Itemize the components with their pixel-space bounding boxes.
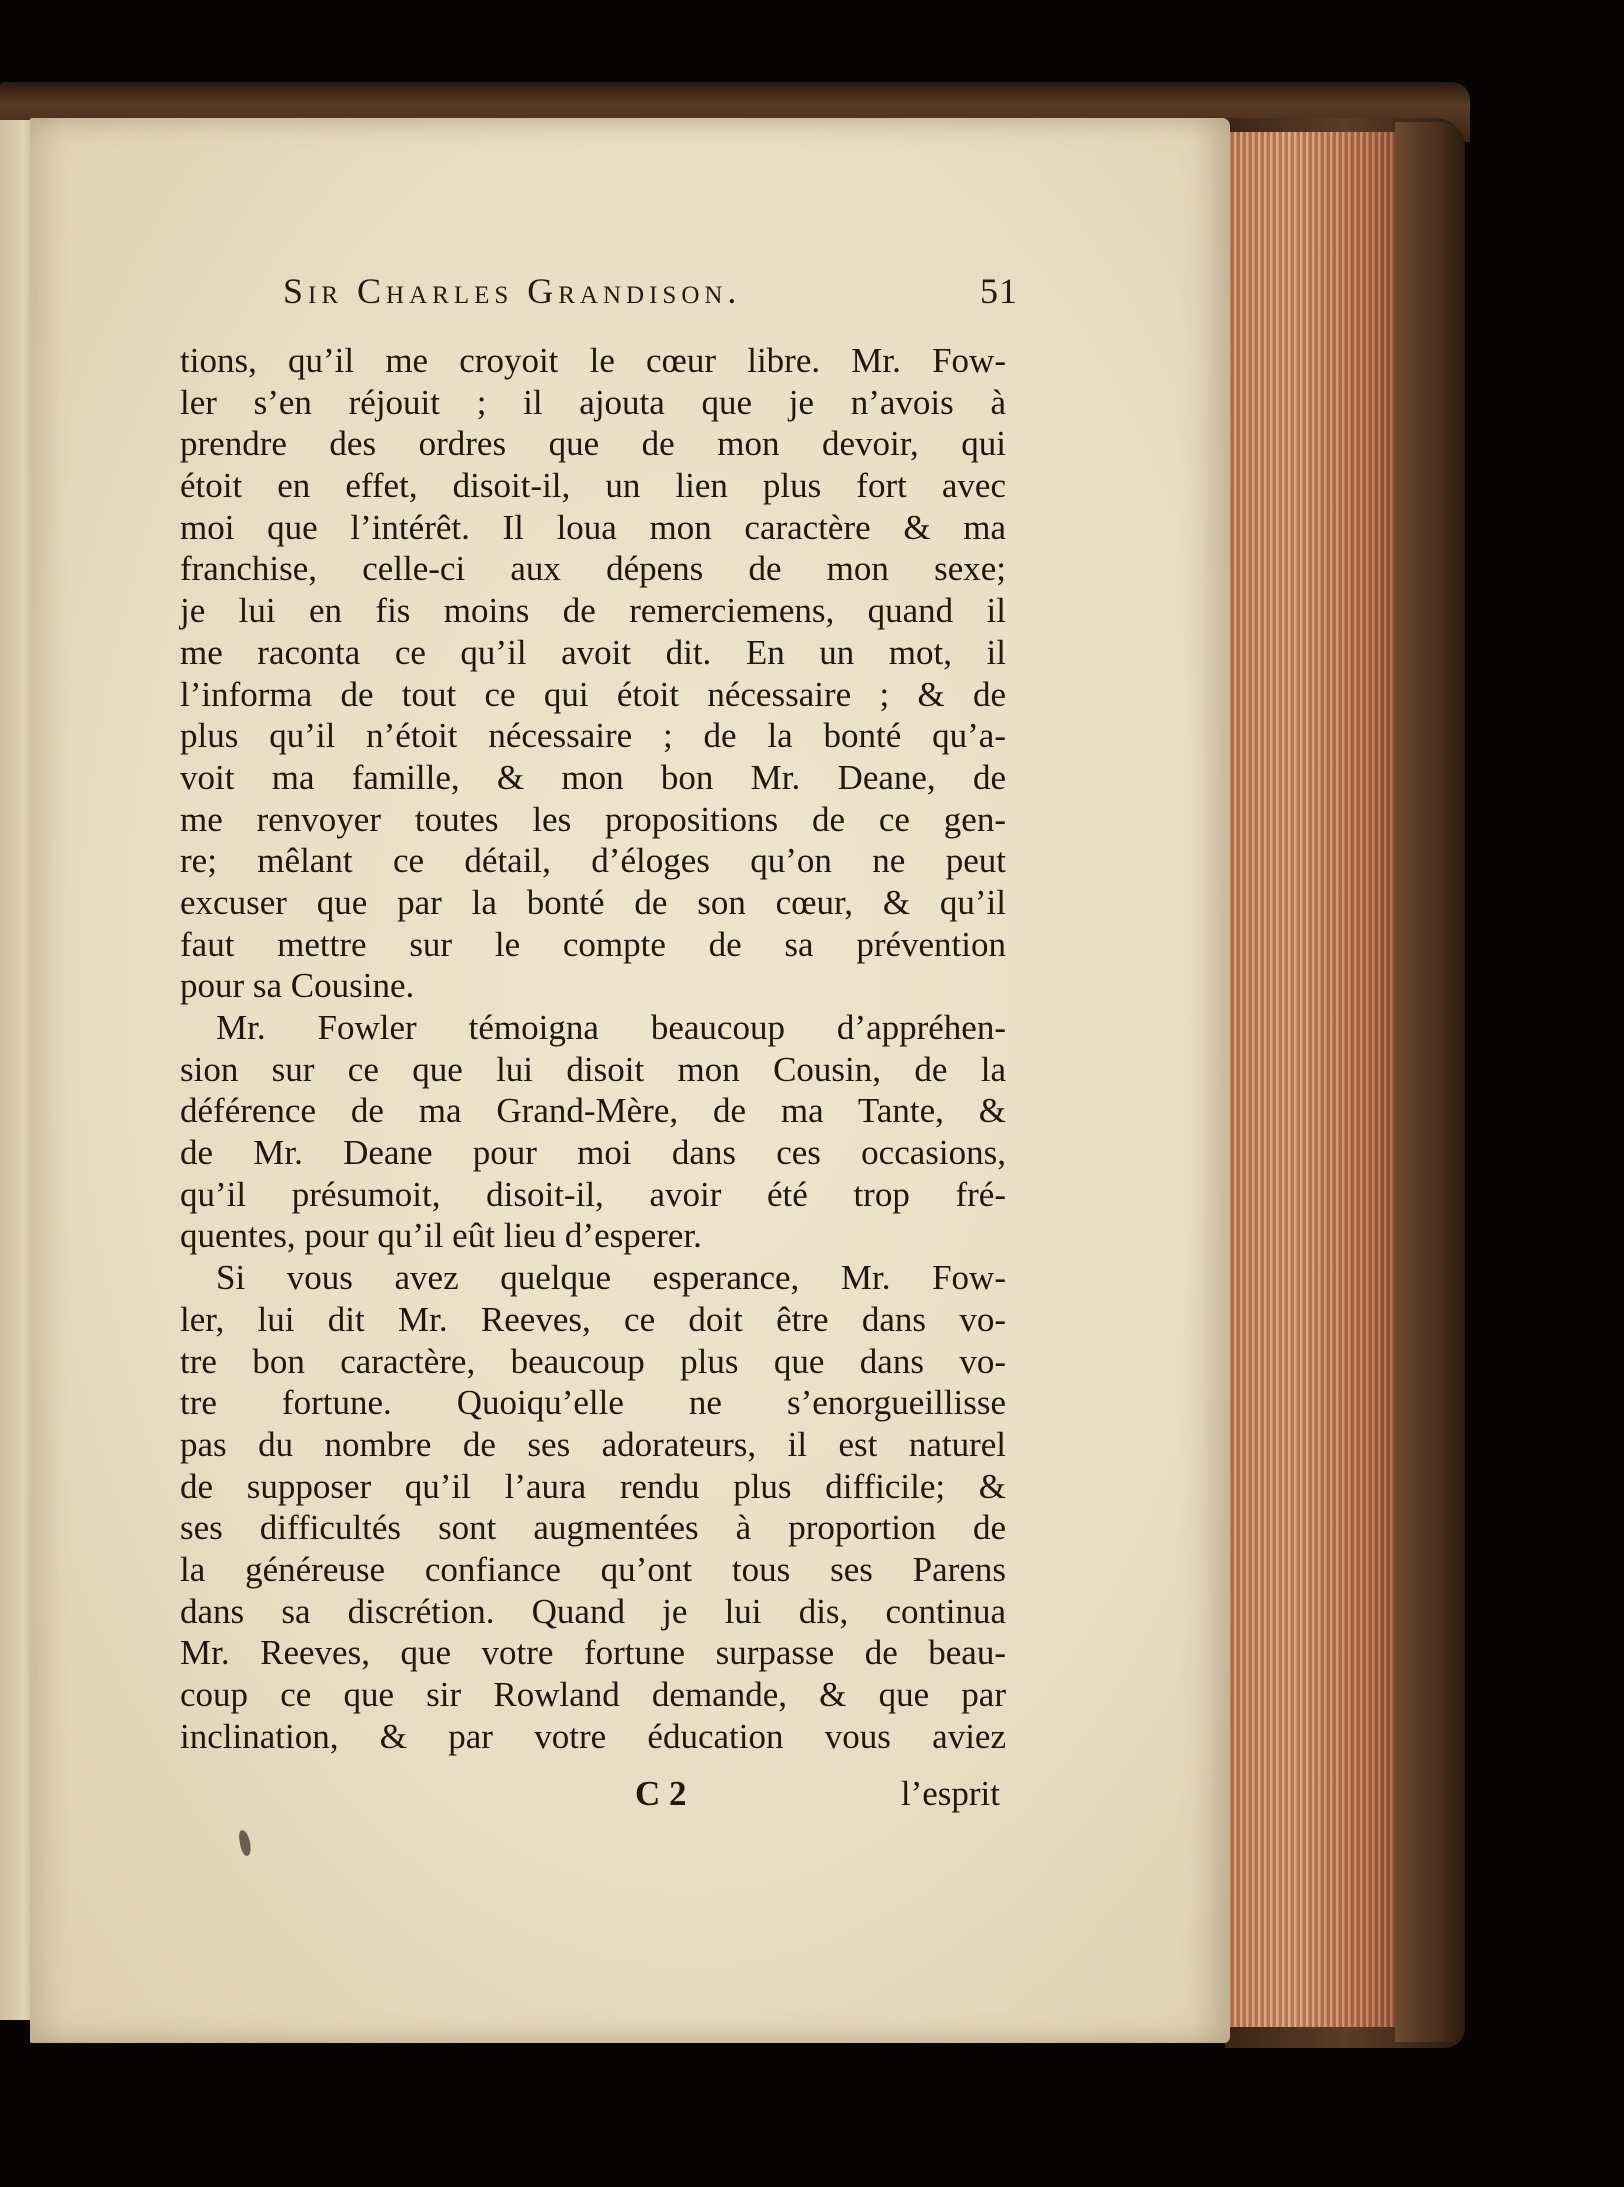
text-line: qu’il présumoit, disoit-il, avoir été trop fré- xyxy=(180,1174,1006,1214)
text-line: je lui en fis moins de remerciemens, quand il xyxy=(180,591,1006,631)
text-line: tre bon caractère, beaucoup plus que dans vo- xyxy=(180,1341,1006,1381)
running-title: Sir Charles Grandison. xyxy=(283,271,742,311)
text-line: pas du nombre de ses adorateurs, il est naturel xyxy=(180,1424,1006,1464)
text-line: Si vous avez quelque esperance, Mr. Fow- xyxy=(216,1258,1006,1298)
text-line: me renvoyer toutes les propositions de ce gen- xyxy=(180,799,1006,839)
text-line: dans sa discrétion. Quand je lui dis, continua xyxy=(180,1591,1006,1631)
text-line: prendre des ordres que de mon devoir, qui xyxy=(180,424,1006,464)
text-line: inclination, & par votre éducation vous aviez xyxy=(180,1716,1006,1756)
catchword: l’esprit xyxy=(900,1774,1000,1813)
text-line: faut mettre sur le compte de sa prévention xyxy=(180,924,1006,964)
signature-mark: C 2 xyxy=(635,1774,687,1813)
text-line: pour sa Cousine. xyxy=(180,966,415,1006)
text-line: ler, lui dit Mr. Reeves, ce doit être dans vo- xyxy=(180,1299,1006,1339)
page-footer xyxy=(180,1773,1006,1815)
text-line: ses difficultés sont augmentées à proportion de xyxy=(180,1508,1006,1548)
text-line: ler s’en réjouit ; il ajouta que je n’avois à xyxy=(180,382,1006,422)
text-line: me raconta ce qu’il avoit dit. En un mot, il xyxy=(180,632,1006,672)
text-line: étoit en effet, disoit-il, un lien plus fort avec xyxy=(180,466,1006,506)
text-line: quentes, pour qu’il eût lieu d’esperer. xyxy=(180,1216,702,1256)
text-line: sion sur ce que lui disoit mon Cousin, de la xyxy=(180,1049,1006,1089)
text-line: tre fortune. Quoiqu’elle ne s’enorgueillisse xyxy=(180,1383,1006,1423)
text-line: déférence de ma Grand-Mère, de ma Tante, & xyxy=(180,1091,1006,1131)
text-line: franchise, celle-ci aux dépens de mon sexe; xyxy=(180,549,1006,589)
page-number: 51 xyxy=(980,271,1018,311)
text-line: moi que l’intérêt. Il loua mon caractère & ma xyxy=(180,507,1006,547)
text-line: Mr. Fowler témoigna beaucoup d’appréhen- xyxy=(216,1008,1006,1047)
text-line: Mr. Reeves, que votre fortune surpasse de beau- xyxy=(180,1633,1006,1673)
text-line: la généreuse confiance qu’ont tous ses Parens xyxy=(180,1549,1006,1589)
text-line: coup ce que sir Rowland demande, & que par xyxy=(180,1675,1006,1714)
text-line: de Mr. Deane pour moi dans ces occasions, xyxy=(180,1133,1006,1173)
body-text xyxy=(180,340,1006,1757)
text-line: excuser que par la bonté de son cœur, & qu’il xyxy=(180,882,1006,922)
page-fore-edge xyxy=(1222,132,1397,2027)
text-line: l’informa de tout ce qui étoit nécessaire ; & de xyxy=(180,674,1006,714)
text-line: de supposer qu’il l’aura rendu plus difficile; & xyxy=(180,1466,1006,1506)
text-line: tions, qu’il me croyoit le cœur libre. Mr. Fow- xyxy=(180,341,1006,380)
text-line: voit ma famille, & mon bon Mr. Deane, de xyxy=(180,757,1006,797)
text-line: re; mêlant ce détail, d’éloges qu’on ne peut xyxy=(180,841,1006,881)
back-cover-board xyxy=(1395,122,1465,2042)
text-line: plus qu’il n’étoit nécessaire ; de la bonté qu’a- xyxy=(180,716,1006,756)
